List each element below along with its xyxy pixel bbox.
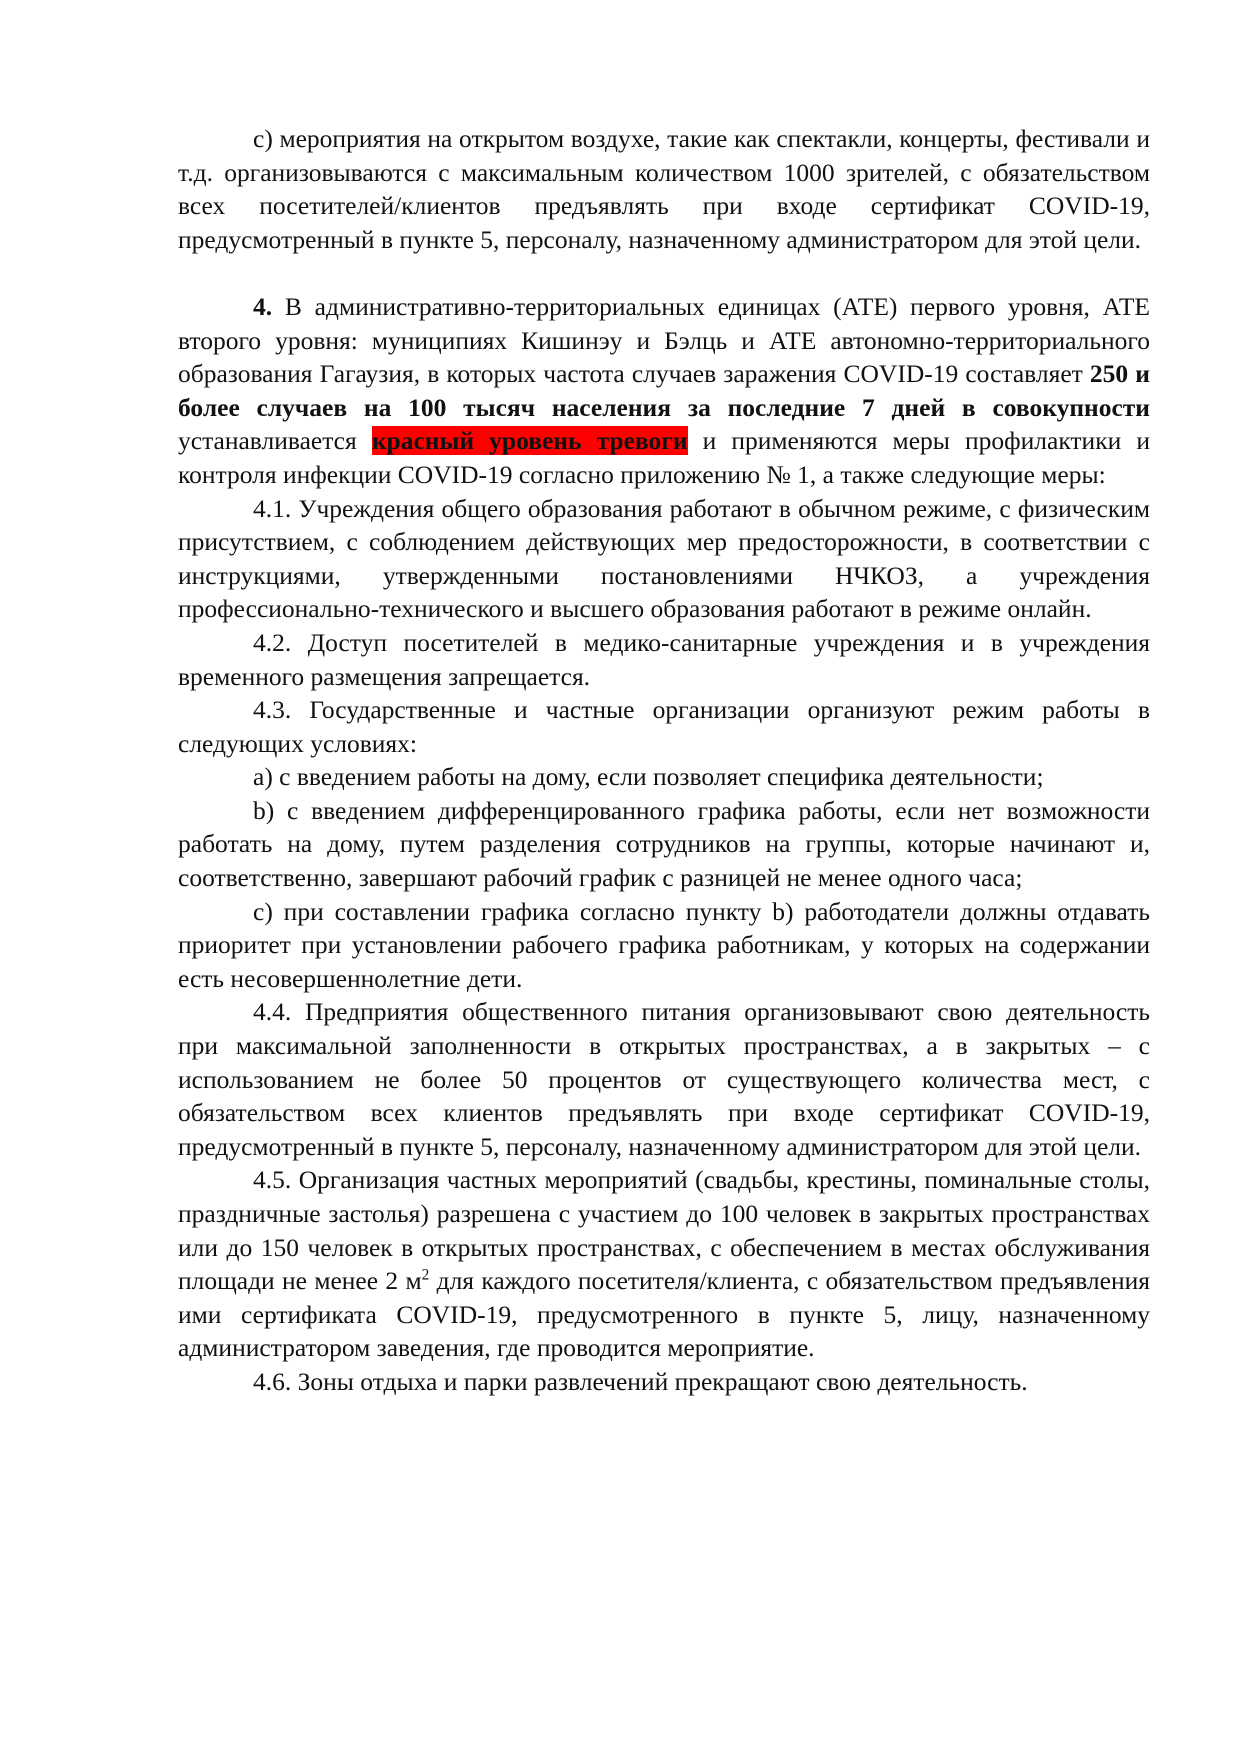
section-4-paragraph <box>178 290 1150 492</box>
item-4-1: 4.1. Учреждения общего образования работают в обычном режиме, с физическим присутствием, с соблюдением действующих мер предосторожности, в соответствии с инструкциями, утвержденными постановлениями НЧКОЗ, а учреждения профессионально-технического и высшего образования работают в режиме онлайн. <box>178 493 1150 624</box>
section-4-threshold: 250 и более случаев на 100 тысяч населения за последние 7 дней в совокупности <box>178 359 1150 422</box>
square-superscript: 2 <box>421 1266 430 1284</box>
item-4-4: 4.4. Предприятия общественного питания организовывают свою деятельность при максимальной заполненности в открытых пространствах, а в закрытых – с использованием не более 50 процентов от существующего количества мест, с обязательством всех клиентов предъявлять при входе сертификат COVID-19, предусмотренный в пункте 5, персоналу, назначенному администратором для этой цели. <box>178 997 1150 1161</box>
item-4-3-a: a) с введением работы на дому, если позволяет специфика деятельности; <box>253 762 1044 792</box>
section-4-text-2: устанавливается <box>178 426 372 456</box>
item-4-5 <box>178 1163 1150 1365</box>
paragraph-c-outdoor-events: c) мероприятия на открытом воздухе, такие как спектакли, концерты, фестивали и т.д. организовываются с максимальным количеством 1000 зрителей, с обязательством всех посетителей/клиентов предъявлять при входе сертификат COVID-19, предусмотренный в пункте 5, персоналу, назначенному администратором для этой цели. <box>178 124 1150 254</box>
item-4-3: 4.3. Государственные и частные организации организуют режим работы в следующих условиях: <box>178 695 1150 758</box>
item-4-6: 4.6. Зоны отдыха и парки развлечений прекращают свою деятельность. <box>253 1366 1028 1396</box>
item-4-3-c: c) при составлении графика согласно пункту b) работодатели должны отдавать приоритет при установлении рабочего графика работникам, у которых на содержании есть несовершеннолетние дети. <box>178 896 1150 993</box>
section-4-text-1: В административно-территориальных единицах (АТЕ) первого уровня, АТЕ второго уровня: муниципиях Кишинэу и Бэлць и АТЕ автономно-территориального образования Гагаузия, в которых частота случаев заражения COVID-19 составляет <box>178 291 1150 389</box>
red-alert-highlight: красный уровень тревоги <box>371 426 688 456</box>
section-4-text-3: и применяются меры профилактики и контроля инфекции COVID-19 согласно приложению № 1, а также следующие меры: <box>178 426 1150 489</box>
document-page <box>178 122 1150 1399</box>
item-4-2: 4.2. Доступ посетителей в медико-санитарные учреждения и в учреждения временного размещения запрещается. <box>178 627 1150 691</box>
paragraph-spacer <box>178 256 1150 290</box>
item-4-5-text-2: для каждого посетителя/клиента, с обязательством предъявления ими сертификата COVID-19, предусмотренного в пункте 5, лицу, назначенному администратором заведения, где проводится мероприятие. <box>178 1266 1150 1363</box>
item-4-3-b: b) с введением дифференцированного графика работы, если нет возможности работать на дому, путем разделения сотрудников на группы, которые начинают и, соответственно, завершают рабочий график с разницей не менее одного часа; <box>178 795 1150 893</box>
section-4-number: 4. <box>253 291 273 321</box>
item-4-5-text-1: 4.5. Организация частных мероприятий (свадьбы, крестины, поминальные столы, праздничные застолья) разрешена с участием до 100 человек в закрытых пространствах или до 150 человек в открытых пространствах, с обеспечением в местах обслуживания площади не менее 2 м <box>178 1165 1150 1296</box>
